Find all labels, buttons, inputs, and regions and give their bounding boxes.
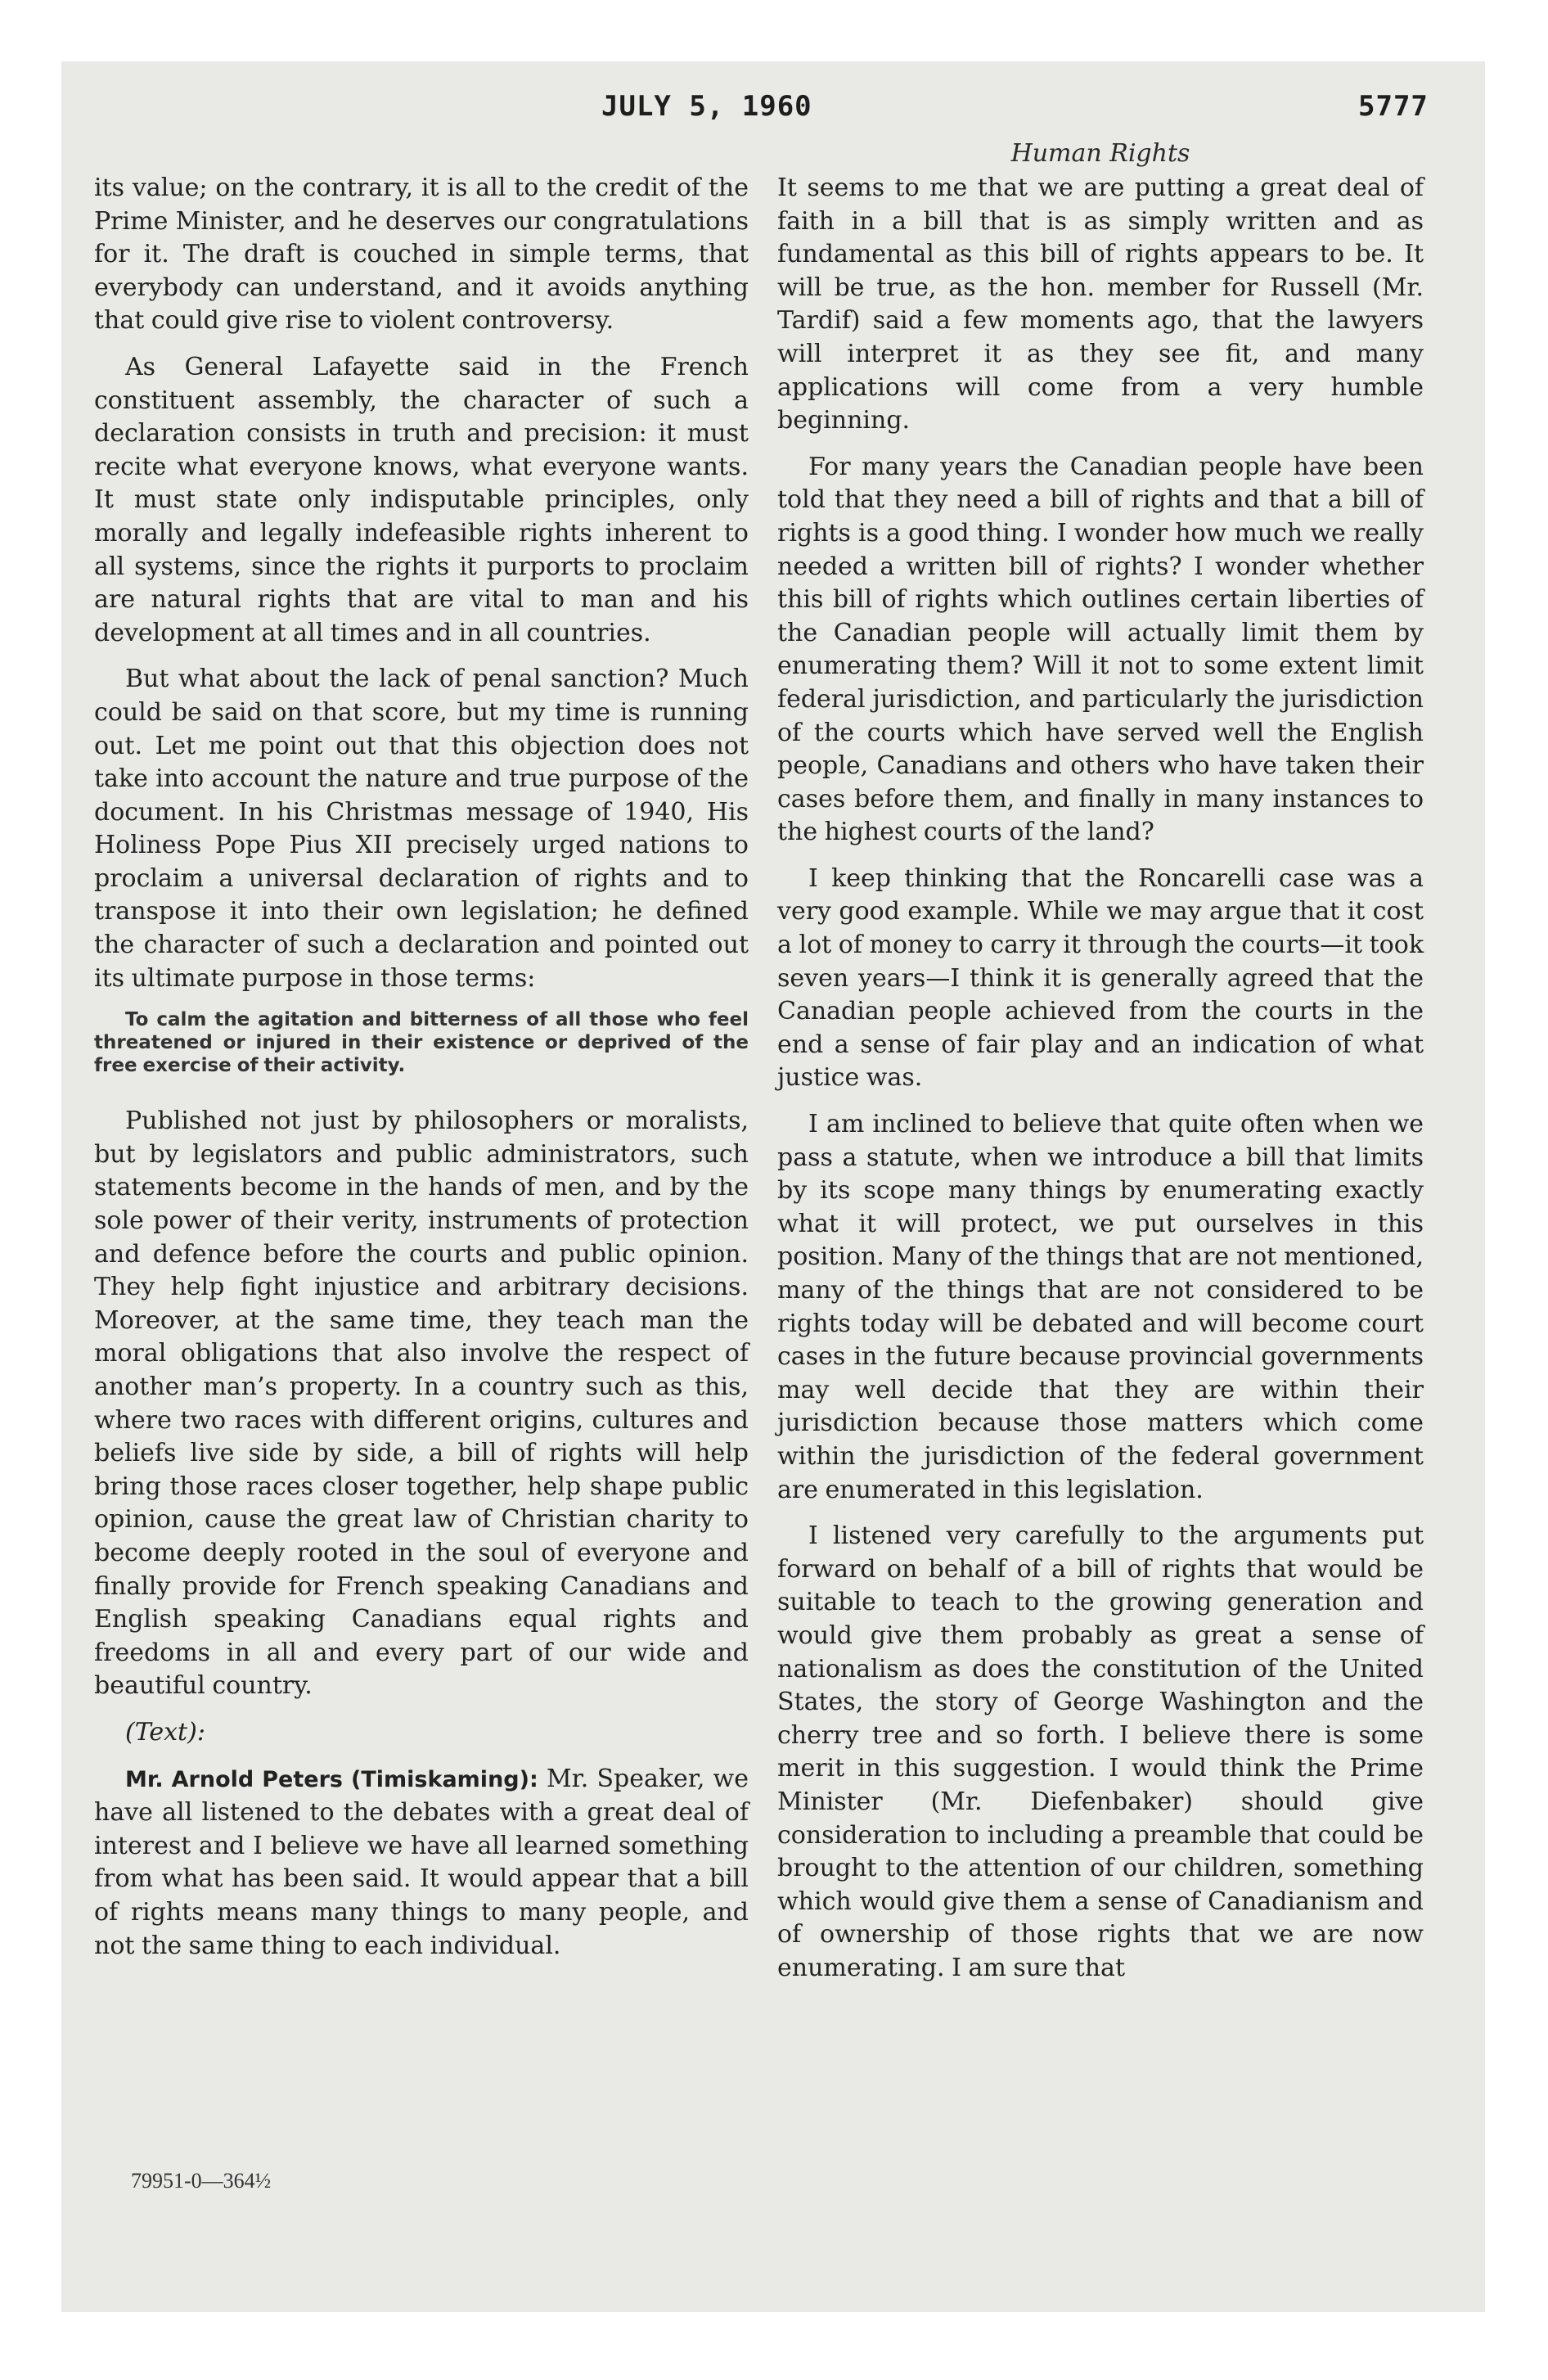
- text-label: (Text):: [125, 1717, 205, 1747]
- page-number: 5777: [1358, 90, 1429, 123]
- speech-text: Mr. Speaker, we have all listened to the debates with a great deal of interest and I believe we have all learned something from what has been said. It would appear that a bill of rights means many things to many people, and not the same thing to each individual.: [94, 1764, 749, 1960]
- block-quote: To calm the agitation and bitterness of all those who feel threatened or injured in their existence or deprived of the free exercise of their activity.: [94, 1009, 749, 1077]
- paragraph: But what about the lack of penal sanction? Much could be said on that score, but my time is running out. Let me point out that this objection does not take into account the nature and true purpose of the document. In his Christmas message of 1940, His Holiness Pope Pius XII precisely urged nations to proclaim a universal declaration of rights and to transpose it into their own legislation; he defined the character of such a declaration and pointed out its ultimate purpose in those terms:: [94, 665, 749, 993]
- paragraph: I am inclined to believe that quite often when we pass a statute, when we introduce a bill that limits by its scope many things by enumerating exactly what it will protect, we put ourselves in this position. Many of the things that are not mentioned, many of the things that are not considered to be rights today will be debated and will become court cases in the future because provincial governments may well decide that they are within their jurisdiction because those matters which come within the jurisdiction of the federal government are enumerated in this legislation.: [777, 1110, 1424, 1504]
- page-date: JULY 5, 1960: [601, 90, 812, 123]
- paragraph: I listened very carefully to the arguments put forward on behalf of a bill of rights that would be suitable to teach to the growing generation and would give them probably as great a sense of nationalism as does the constitution of the United States, the story of George Washington and the cherry tree and so forth. I believe there is some merit in this suggestion. I would think the Prime Minister (Mr. Diefenbaker) should give consideration to including a preamble that could be brought to the attention of our children, something which would give them a sense of Canadianism and of ownership of those rights that we are now enumerating. I am sure that: [777, 1521, 1424, 1982]
- print-code: 79951-0—364½: [131, 2169, 272, 2193]
- paragraph: I keep thinking that the Roncarelli case was a very good example. While we may argue that it cost a lot of money to carry it through the courts—it took seven years—I think it is generally agreed that the Canadian people achieved from the courts in the end a sense of fair play and an indication of what justice was.: [777, 863, 1424, 1093]
- paragraph: It seems to me that we are putting a great deal of faith in a bill that is as simply written and as fundamental as this bill of rights appears to be. It will be true, as the hon. member for Russell (Mr. Tardif) said a few moments ago, that the lawyers will interpret it as they see fit, and many applications will come from a very humble beginning.: [777, 174, 1424, 435]
- paragraph: Published not just by philosophers or moralists, but by legislators and public administrators, such statements become in the hands of men, and by the sole power of their verity, instruments of protection and defence before the courts and public opinion. They help fight injustice and arbitrary decisions. Moreover, at the same time, they teach man the moral obligations that also involve the respect of another man’s property. In a country such as this, where two races with different origins, cultures and beliefs live side by side, a bill of rights will help bring those races closer together, help shape public opinion, cause the great law of Christian charity to become deeply rooted in the soul of everyone and finally provide for French speaking Canadians and English speaking Canadians equal rights and freedoms in all and every part of our wide and beautiful country.: [94, 1107, 749, 1701]
- speaker-paragraph: [94, 1763, 749, 1963]
- paragraph: For many years the Canadian people have been told that they need a bill of rights and that a bill of rights is a good thing. I wonder how much we really needed a written bill of rights? I wonder whether this bill of rights which outlines certain liberties of the Canadian people will actually limit them by enumerating them? Will it not to some extent limit federal jurisdiction, and particularly the jurisdiction of the courts which have served well the English people, Canadians and others who have taken their cases before them, and finally in many instances to the highest courts of the land?: [777, 452, 1424, 847]
- right-column: [777, 172, 1424, 1998]
- paragraph: its value; on the contrary, it is all to the credit of the Prime Minister, and he deserves our congratulations for it. The draft is couched in simple terms, that everybody can understand, and it avoids anything that could give rise to violent controversy.: [94, 174, 749, 336]
- speaker-name: Mr. Arnold Peters (Timiskaming):: [125, 1766, 538, 1792]
- section-title: Human Rights: [1010, 139, 1190, 168]
- left-column: [94, 172, 749, 1976]
- paragraph: As General Lafayette said in the French constituent assembly, the character of such a declaration consists in truth and precision: it must recite what everyone knows, what everyone wants. It must state only indisputable principles, only morally and legally indefeasible rights inherent to all systems, since the rights it purports to proclaim are natural rights that are vital to man and his development at all times and in all countries.: [94, 352, 749, 647]
